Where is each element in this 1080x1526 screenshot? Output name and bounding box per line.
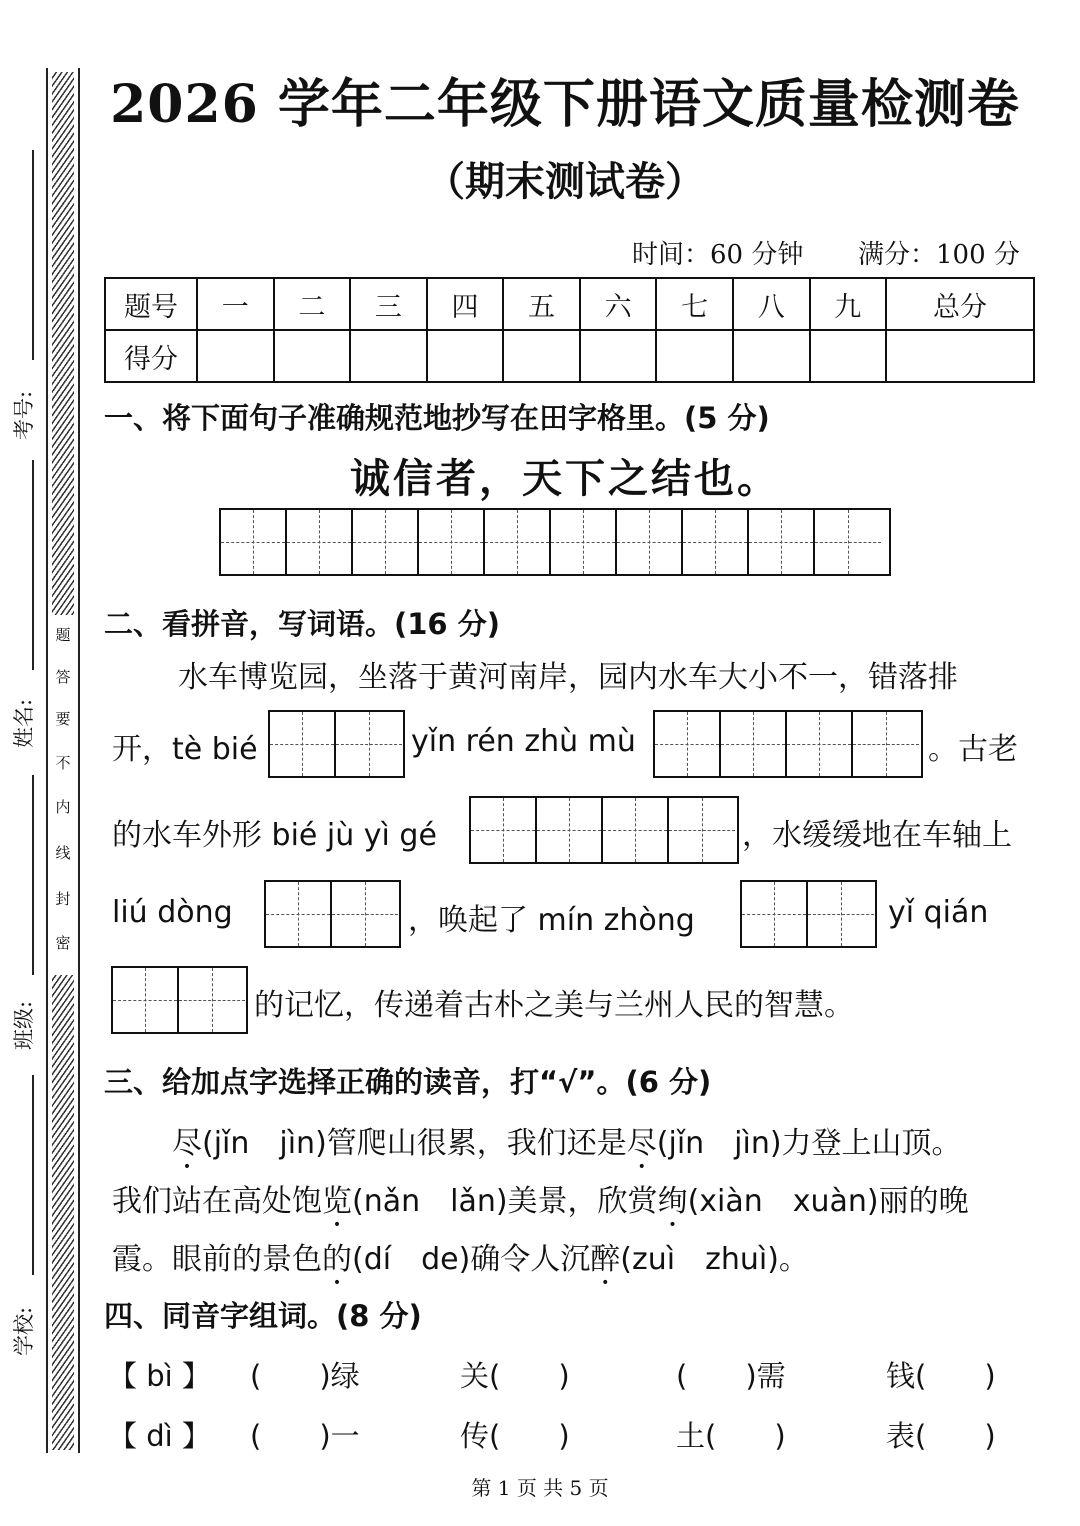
motto-sentence: 诚信者，天下之结也。: [350, 455, 780, 502]
pronunciation-line-3: [112, 1234, 809, 1278]
blank-item[interactable]: ( )一: [250, 1419, 360, 1453]
grid-cell: [419, 510, 485, 574]
grid-cell: [853, 712, 919, 776]
binding-line-outer: [46, 68, 48, 1453]
score-cell[interactable]: [274, 330, 351, 382]
grid-cell: [815, 510, 881, 574]
passage-line-5: 的记忆，传递着古朴之美与兰州人民的智慧。: [254, 988, 854, 1023]
exam-number-line[interactable]: [32, 150, 34, 360]
table-cell: 八: [733, 278, 810, 330]
score-cell[interactable]: [886, 330, 1034, 382]
passage-line-3a: 的水车外形 bié jù yì gé: [112, 818, 437, 853]
grid-cell: [353, 510, 419, 574]
blank-item[interactable]: ( )绿: [250, 1359, 360, 1393]
plain-text: 霞。眼前的景色: [112, 1242, 322, 1277]
table-cell: 七: [656, 278, 733, 330]
section-2-heading: 二、看拼音，写词语。(16 分): [104, 607, 500, 641]
grid-cell: [808, 882, 874, 946]
blank-item[interactable]: 土( ): [676, 1419, 786, 1453]
school-line[interactable]: [32, 1075, 34, 1275]
class-label: 班级:: [12, 1000, 36, 1050]
score-cell[interactable]: [733, 330, 810, 382]
dotted-char: 绚: [657, 1184, 688, 1219]
grid-cell: [332, 882, 398, 946]
school-label: 学校:: [12, 1306, 36, 1356]
dotted-char: 的: [322, 1242, 352, 1277]
answer-grid-bie-ju-yi-ge[interactable]: [469, 796, 739, 864]
dotted-char: 尽: [626, 1126, 657, 1161]
score-cell[interactable]: [427, 330, 504, 382]
name-label: 姓名:: [12, 698, 36, 748]
choice-text[interactable]: (xiàn xuàn)丽的晚: [687, 1184, 969, 1219]
table-cell: 得分: [105, 330, 197, 382]
grid-cell: [551, 510, 617, 574]
binding-line-inner: [78, 68, 80, 1453]
dotted-char: 尽: [172, 1126, 202, 1161]
seal-char: 内: [55, 798, 71, 816]
table-cell: 九: [810, 278, 887, 330]
answer-grid-liu-dong[interactable]: [264, 880, 401, 948]
passage-line-2a: 开，tè bié: [112, 732, 258, 767]
answer-grid-te-bie[interactable]: [268, 710, 405, 778]
grid-cell: [270, 712, 336, 776]
score-cell[interactable]: [810, 330, 887, 382]
table-cell: 三: [350, 278, 427, 330]
full-score: 满分：100 分: [858, 240, 1020, 270]
choice-text[interactable]: (jǐn jìn)管爬山很累，我们还是: [202, 1126, 627, 1161]
homophone-label-bi: 【 bì 】: [108, 1359, 211, 1393]
exam-time: 时间：60 分钟: [632, 240, 804, 270]
passage-line-2c: 。古老: [928, 732, 1018, 767]
grid-cell: [655, 712, 721, 776]
table-cell: 二: [274, 278, 351, 330]
passage-line-4b: ，唤起了 mín zhòng: [408, 903, 695, 938]
pronunciation-line-2: [112, 1176, 969, 1220]
grid-cell: [179, 968, 245, 1032]
passage-line-3b: ，水缓缓地在车轴上: [742, 818, 1012, 853]
grid-cell: [721, 712, 787, 776]
passage-line-4a: liú dòng: [112, 895, 233, 930]
grid-cell: [266, 882, 332, 946]
score-cell[interactable]: [350, 330, 427, 382]
grid-cell: [749, 510, 815, 574]
section-4-heading: 四、同音字组词。(8 分): [104, 1299, 422, 1333]
score-cell[interactable]: [656, 330, 733, 382]
table-cell: 总分: [886, 278, 1034, 330]
grid-cell: [485, 510, 551, 574]
grid-cell: [787, 712, 853, 776]
blank-item[interactable]: 关( ): [460, 1359, 570, 1393]
seal-char: 题: [55, 626, 71, 644]
grid-cell: [471, 798, 537, 862]
tianzige-grid-copy[interactable]: [219, 508, 891, 576]
seal-char: 不: [55, 754, 71, 772]
grid-cell: [287, 510, 353, 574]
table-cell: 五: [503, 278, 580, 330]
grid-cell: [683, 510, 749, 574]
grid-cell: [113, 968, 179, 1032]
blank-item[interactable]: 传( ): [460, 1419, 570, 1453]
table-cell: 题号: [105, 278, 197, 330]
name-line[interactable]: [32, 460, 34, 670]
homophone-label-di: 【 dì 】: [108, 1419, 211, 1453]
blank-item[interactable]: 表( ): [886, 1419, 996, 1453]
passage-line-1: 水车博览园，坐落于黄河南岸，园内水车大小不一，错落排: [178, 660, 958, 695]
grid-cell: [742, 882, 808, 946]
choice-text[interactable]: (jǐn jìn)力登上山顶。: [656, 1126, 962, 1161]
choice-text[interactable]: (nǎn lǎn)美景，欣赏: [352, 1184, 658, 1219]
seal-char: 线: [55, 844, 71, 862]
grid-cell: [537, 798, 603, 862]
section-1-heading: 一、将下面句子准确规范地抄写在田字格里。(5 分): [104, 401, 770, 435]
score-cell[interactable]: [503, 330, 580, 382]
seal-char: 密: [55, 934, 71, 952]
answer-grid-yin-ren-zhu-mu[interactable]: [653, 710, 923, 778]
score-table: [104, 277, 1035, 383]
page-subtitle: （期末测试卷）: [425, 158, 705, 205]
score-table-header-row: [105, 278, 1034, 330]
answer-grid-yi-qian[interactable]: [111, 966, 248, 1034]
score-cell[interactable]: [580, 330, 657, 382]
section-3-heading: 三、给加点字选择正确的读音，打“√”。(6 分): [104, 1065, 712, 1099]
pronunciation-line-1: [172, 1118, 962, 1162]
dotted-char: 醉: [590, 1242, 621, 1277]
passage-line-4c: yǐ qián: [888, 895, 989, 930]
choice-text[interactable]: (dí de)确令人沉: [352, 1242, 591, 1277]
page-footer: 第 1 页 共 5 页: [471, 1476, 609, 1500]
passage-line-2b: yǐn rén zhù mù: [411, 724, 636, 759]
grid-cell: [603, 798, 669, 862]
grid-cell: [336, 712, 402, 776]
table-cell: 六: [580, 278, 657, 330]
score-cell[interactable]: [197, 330, 274, 382]
blank-item[interactable]: 钱( ): [886, 1359, 996, 1393]
plain-text: 我们站在高处饱: [112, 1184, 322, 1219]
table-cell: 四: [427, 278, 504, 330]
answer-grid-min-zhong[interactable]: [740, 880, 877, 948]
table-cell: 一: [197, 278, 274, 330]
grid-cell: [669, 798, 735, 862]
seal-char: 要: [55, 710, 71, 728]
class-line[interactable]: [32, 775, 34, 975]
exam-number-label: 考号:: [12, 390, 36, 440]
blank-item[interactable]: ( )需: [676, 1359, 786, 1393]
page-title: 2026 学年二年级下册语文质量检测卷: [110, 74, 1020, 135]
dotted-char: 览: [322, 1184, 352, 1219]
score-table-score-row: [105, 330, 1034, 382]
grid-cell: [617, 510, 683, 574]
seal-char: 封: [55, 890, 71, 908]
choice-text[interactable]: (zuì zhuì)。: [620, 1242, 809, 1277]
grid-cell: [221, 510, 287, 574]
seal-char: 答: [55, 668, 71, 686]
